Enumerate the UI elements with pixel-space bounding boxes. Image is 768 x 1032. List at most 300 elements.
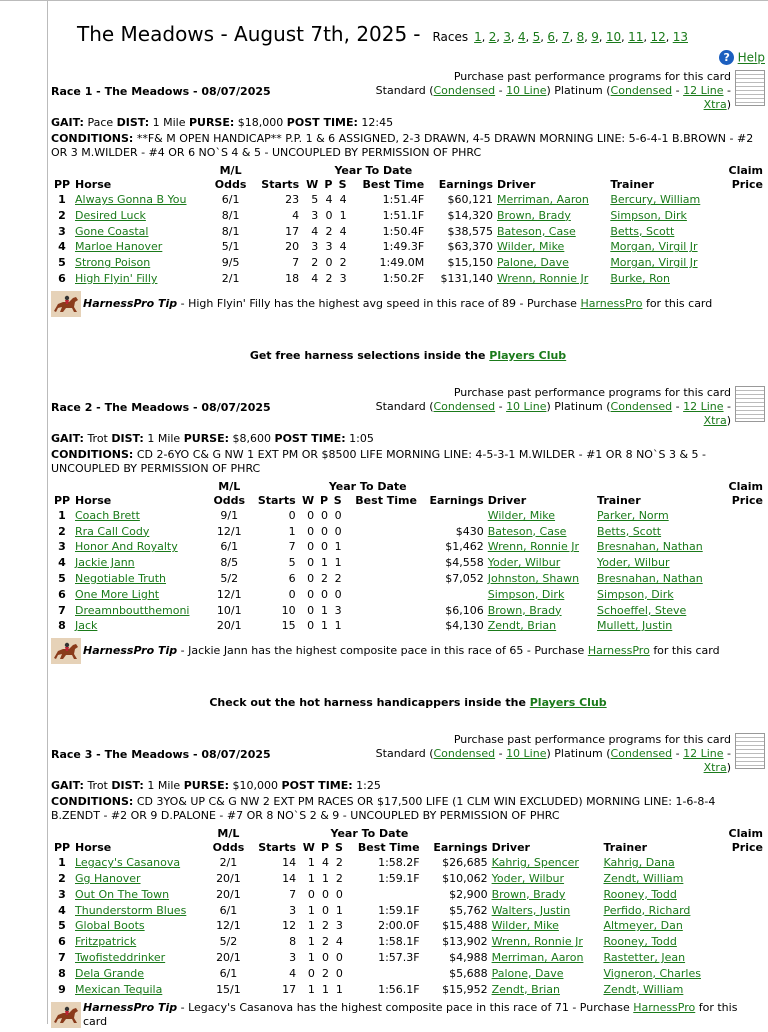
header-row: [51, 178, 765, 192]
trainer-link[interactable]: Betts, Scott: [610, 224, 675, 238]
condensed-link[interactable]: Condensed: [610, 399, 673, 413]
places: 2: [321, 571, 328, 585]
trainer-link[interactable]: Morgan, Virgil Jr: [610, 240, 698, 254]
xtra-link[interactable]: Xtra: [703, 413, 727, 427]
trainer-cell: [601, 855, 720, 871]
shows: 1: [334, 540, 342, 554]
claim-price: [719, 224, 765, 240]
driver-link[interactable]: Bateson, Case: [497, 224, 576, 238]
driver-link[interactable]: Merriman, Aaron: [497, 193, 589, 206]
promo-text: Check out the hot harness handicappers inside the: [209, 696, 526, 710]
race-link-1[interactable]: 1: [474, 30, 482, 44]
trainer-cell: [608, 255, 719, 271]
starts: 4: [292, 208, 300, 222]
condensed-link[interactable]: Condensed: [433, 84, 496, 97]
driver-header: Driver: [497, 178, 536, 191]
race-name: Race 2 - The Meadows - 08/07/2025: [51, 400, 271, 414]
conditions-text: CD 2-6YO C& G NW 1 EXT PM OR $8500 LIFE MORNING LINE: 4-5-3-1 M.WILDER - #1 OR 8 NO`S 3 & 5 - UNCOUPLED BY PERMISSION OF PHRC: [51, 447, 706, 475]
gait-value: Trot: [87, 779, 108, 793]
horse-link[interactable]: Strong Poison: [75, 256, 151, 270]
gait-label: GAIT:: [51, 779, 84, 793]
horse-cell: [73, 934, 208, 950]
purchase-label: Purchase past performance programs for this card: [453, 733, 731, 747]
condensed-link[interactable]: Condensed: [433, 747, 496, 761]
places: 4: [325, 193, 333, 206]
horse-link[interactable]: Fritzpatrick: [75, 935, 137, 949]
driver-cell: [490, 966, 602, 982]
race-info: [51, 779, 765, 793]
ml-odds: 8/1: [221, 208, 240, 222]
earnings-header: Earnings: [429, 493, 484, 507]
page-title: The Meadows - August 7th, 2025: [77, 22, 408, 46]
standard-label: Standard: [375, 84, 426, 97]
header-spacer: [73, 827, 208, 841]
players-club-link[interactable]: Players Club: [489, 348, 567, 362]
wins: 0: [307, 603, 315, 617]
horse-link[interactable]: Gone Coastal: [75, 224, 149, 238]
horse-link[interactable]: Thunderstorm Blues: [75, 903, 187, 917]
help-row: [51, 50, 765, 68]
wins: 3: [311, 240, 319, 254]
race-link-9[interactable]: 9: [591, 30, 599, 44]
xtra-link[interactable]: Xtra: [703, 761, 727, 775]
best-time: [344, 539, 419, 555]
help-icon[interactable]: ?: [719, 50, 734, 65]
purchase-text: Purchase past performance programs for this card Standard (Condensed - 10 Line) Platinum (Condensed - 12 Line - Xtra): [375, 70, 731, 111]
driver-link[interactable]: Yoder, Wilbur: [487, 556, 561, 570]
price-header: Price: [731, 493, 763, 507]
platinum-label: Platinum: [554, 747, 603, 761]
shows: 2: [335, 856, 343, 870]
ml-odds: 2/1: [219, 856, 238, 870]
race-link-3[interactable]: 3: [503, 30, 512, 44]
trainer-link[interactable]: Bresnahan, Nathan: [597, 540, 703, 554]
driver-link[interactable]: Wilder, Mike: [487, 508, 556, 522]
trainer-cell: [608, 271, 719, 287]
entries-table: [51, 480, 765, 634]
horse-link[interactable]: Twofisteddrinker: [75, 950, 166, 964]
places: 0: [321, 587, 328, 601]
trainer-cell: [601, 950, 720, 966]
driver-header: Driver: [491, 841, 530, 855]
table-row: [51, 887, 765, 903]
harnesspro-link[interactable]: HarnessPro: [580, 296, 643, 310]
entries-table: [51, 164, 765, 287]
race-link-13[interactable]: 13: [672, 30, 688, 44]
trainer-link[interactable]: Bresnahan, Nathan: [597, 571, 703, 585]
trainer-cell: [601, 966, 720, 982]
horse-header: Horse: [75, 493, 112, 507]
driver-cell: [486, 539, 595, 555]
shows: 1: [335, 903, 343, 917]
driver-link[interactable]: Yoder, Wilbur: [491, 871, 565, 885]
best-time-header: Best Time: [355, 493, 417, 507]
horse-cell: [73, 271, 210, 287]
horse-link[interactable]: Desired Luck: [75, 208, 146, 222]
price-header: Price: [731, 841, 763, 855]
driver-link[interactable]: Kahrig, Spencer: [491, 856, 579, 870]
driver-link[interactable]: Bateson, Case: [487, 524, 567, 538]
trainer-link[interactable]: Zendt, William: [603, 871, 684, 885]
w-header: W: [302, 841, 315, 855]
purse-value: $10,000: [232, 779, 279, 793]
horse-link[interactable]: One More Light: [75, 587, 160, 601]
races-label: Races: [432, 30, 469, 44]
purse-label: PURSE:: [183, 779, 230, 793]
condensed-link[interactable]: Condensed: [433, 399, 496, 413]
starts: 14: [282, 871, 297, 885]
wins: 0: [307, 887, 315, 901]
wins: 0: [307, 966, 315, 980]
harnesspro-link[interactable]: HarnessPro: [633, 1001, 696, 1015]
twelve-line-link[interactable]: 12 Line: [683, 84, 724, 97]
race-link-12[interactable]: 12: [650, 30, 666, 44]
places: 0: [325, 208, 333, 222]
trainer-link[interactable]: Simpson, Dirk: [610, 208, 687, 222]
ml-odds: 12/1: [216, 524, 242, 538]
horse-link[interactable]: Jackie Jann: [75, 556, 135, 570]
earnings: $26,685: [442, 856, 488, 870]
ten-line-link[interactable]: 10 Line: [506, 399, 547, 413]
post-time-value: 12:45: [361, 116, 394, 129]
best-time-header: Best Time: [362, 178, 425, 191]
conditions-label: CONDITIONS:: [51, 447, 134, 461]
program-document-icon[interactable]: [735, 733, 765, 769]
trainer-link[interactable]: Morgan, Virgil Jr: [610, 256, 698, 270]
title-separator: -: [413, 22, 421, 46]
ml-odds: 2/1: [221, 271, 240, 285]
best-time: 1:59.1F: [378, 903, 420, 917]
best-time: [344, 587, 419, 603]
driver-cell: [490, 871, 602, 887]
horse-link[interactable]: Always Gonna B You: [75, 193, 187, 206]
driver-link[interactable]: Zendt, Brian: [487, 619, 557, 633]
ml-odds: 20/1: [216, 619, 242, 633]
program-document-icon[interactable]: [735, 70, 765, 106]
trainer-link[interactable]: Simpson, Dirk: [597, 587, 674, 601]
ml-odds: 6/1: [221, 193, 240, 206]
places: 1: [322, 871, 329, 885]
horse-link[interactable]: Dela Grande: [75, 966, 145, 980]
trainer-header: Trainer: [597, 493, 641, 507]
earnings: $15,150: [447, 256, 494, 270]
post-position: 3: [58, 540, 66, 554]
purchase-box: [359, 386, 765, 428]
driver-link[interactable]: Wilder, Mike: [491, 919, 559, 933]
best-time: 1:49.3F: [382, 240, 425, 254]
driver-link[interactable]: Johnston, Shawn: [487, 571, 580, 585]
trainer-link[interactable]: Schoeffel, Steve: [597, 603, 687, 617]
header-spacer: [51, 827, 73, 841]
purse-value: $8,600: [232, 431, 272, 445]
driver-cell: [486, 524, 595, 540]
race-link-2[interactable]: 2: [488, 30, 497, 44]
trainer-header: Trainer: [603, 841, 648, 855]
condensed-link[interactable]: Condensed: [610, 84, 673, 97]
trainer-link[interactable]: Betts, Scott: [597, 524, 662, 538]
race-link-10[interactable]: 10: [605, 30, 622, 44]
ten-line-link[interactable]: 10 Line: [506, 84, 547, 97]
horse-link[interactable]: Gg Hanover: [75, 871, 141, 885]
trainer-link[interactable]: Mullett, Justin: [597, 619, 673, 633]
driver-link[interactable]: Wrenn, Ronnie Jr: [497, 271, 589, 285]
wins: 0: [307, 587, 315, 601]
table-row: [51, 508, 765, 524]
post-position: 1: [58, 508, 66, 522]
odds-header: Odds: [212, 841, 245, 855]
best-time: [344, 508, 419, 524]
claim-price: [721, 603, 765, 619]
starts: 8: [289, 935, 297, 949]
horse-link[interactable]: Mexican Tequila: [75, 982, 163, 996]
promo-text: Get free harness selections inside the: [249, 348, 486, 362]
best-time: [344, 555, 419, 571]
trainer-link[interactable]: Yoder, Wilbur: [597, 556, 670, 570]
pp-header: PP: [53, 493, 71, 507]
race-link-5[interactable]: 5: [532, 30, 541, 44]
horse-link[interactable]: Honor And Royalty: [75, 540, 178, 554]
claim-price: [720, 982, 765, 998]
table-row: [51, 950, 765, 966]
table-row: [51, 224, 765, 240]
shows: 0: [335, 950, 343, 964]
driver-cell: [490, 950, 602, 966]
starts: 1: [288, 524, 296, 538]
trainer-link[interactable]: Burke, Ron: [610, 271, 670, 285]
wins: 0: [307, 540, 315, 554]
horse-cell: [73, 224, 210, 240]
driver-link[interactable]: Merriman, Aaron: [491, 950, 584, 964]
driver-cell: [495, 192, 608, 208]
players-club-link[interactable]: Players Club: [529, 696, 607, 710]
race-link-11[interactable]: 11: [628, 30, 644, 44]
race-link-6[interactable]: 6: [547, 30, 555, 44]
starts: 4: [289, 966, 297, 980]
race-link-4[interactable]: 4: [518, 30, 526, 44]
shows: 2: [339, 256, 347, 270]
trainer-link[interactable]: Rooney, Todd: [603, 935, 677, 949]
post-time-value: 1:25: [356, 779, 381, 793]
trainer-link[interactable]: Perfido, Richard: [603, 903, 691, 917]
earnings: $14,320: [447, 208, 494, 222]
trainer-link[interactable]: Kahrig, Dana: [603, 856, 675, 870]
driver-link[interactable]: Palone, Dave: [497, 256, 569, 270]
ten-line-link[interactable]: 10 Line: [506, 747, 547, 761]
wins: 0: [307, 619, 315, 633]
horse-link[interactable]: Negotiable Truth: [75, 571, 167, 585]
tip-text: has the highest composite pace in this race of 71 - Purchase: [296, 1001, 630, 1015]
claim-header: Claim: [728, 164, 763, 177]
earnings: $38,575: [447, 224, 494, 238]
post-position: 6: [58, 271, 66, 285]
driver-cell: [490, 855, 602, 871]
header-spacer: [486, 480, 595, 494]
race-name: Race 1 - The Meadows - 08/07/2025: [51, 85, 271, 98]
year-to-date-header: Year To Date: [328, 479, 407, 493]
starts: 17: [285, 224, 300, 238]
dist-label: DIST:: [111, 431, 144, 445]
race-link-8[interactable]: 8: [576, 30, 585, 44]
horse-link[interactable]: Coach Brett: [75, 508, 140, 522]
players-club-promo: [51, 696, 765, 709]
horse-cell: [73, 255, 210, 271]
places: 0: [321, 524, 328, 538]
shows: 1: [334, 619, 342, 633]
tip-content: HarnessPro Tip - Legacy's Casanova has the highest composite pace in this race of 71 - Purchase HarnessPro for this card: [83, 1001, 738, 1029]
trainer-link[interactable]: Altmeyer, Dan: [603, 919, 683, 933]
race-section: [51, 386, 765, 709]
twelve-line-link[interactable]: 12 Line: [683, 399, 724, 413]
ml-odds: 20/1: [216, 871, 241, 885]
driver-link[interactable]: Walters, Justin: [491, 903, 571, 917]
starts: 5: [288, 556, 296, 570]
trainer-cell: [595, 555, 721, 571]
trainer-cell: [608, 208, 719, 224]
pp-header: PP: [53, 841, 71, 855]
best-time-header: Best Time: [357, 841, 420, 855]
driver-cell: [490, 982, 602, 998]
xtra-link[interactable]: Xtra: [703, 98, 727, 111]
wins: 1: [307, 919, 315, 933]
horse-cell: [73, 208, 210, 224]
gait-value: Pace: [87, 116, 114, 129]
racehorse-icon: [51, 1002, 81, 1028]
claim-price: [720, 934, 765, 950]
shows: 4: [339, 193, 347, 206]
post-position: 1: [58, 856, 66, 870]
claim-price: [721, 524, 765, 540]
table-row: [51, 855, 765, 871]
wins: 2: [311, 256, 319, 270]
conditions-label: CONDITIONS:: [51, 132, 134, 145]
wins: 1: [307, 903, 315, 917]
driver-link[interactable]: Simpson, Dirk: [487, 587, 565, 601]
starts-header: Starts: [257, 493, 296, 507]
table-row: [51, 192, 765, 208]
best-time: 1:58.2F: [378, 856, 420, 870]
horse-link[interactable]: Marloe Hanover: [75, 240, 163, 254]
table-row: [51, 555, 765, 571]
header-spacer: [51, 480, 73, 494]
trainer-link[interactable]: Rastetter, Jean: [603, 950, 686, 964]
racehorse-icon: [51, 291, 81, 317]
starts: 6: [288, 571, 296, 585]
table-row: [51, 918, 765, 934]
harnesspro-link[interactable]: HarnessPro: [587, 644, 650, 658]
horse-link[interactable]: High Flyin' Filly: [75, 271, 158, 285]
driver-cell: [495, 208, 608, 224]
horse-link[interactable]: Jack: [75, 619, 98, 633]
claim-price: [720, 855, 765, 871]
driver-link[interactable]: Wilder, Mike: [497, 240, 565, 254]
dist-value: 1 Mile: [152, 116, 186, 129]
places: 1: [321, 603, 328, 617]
driver-cell: [486, 587, 595, 603]
program-document-icon[interactable]: [735, 386, 765, 422]
help-link[interactable]: Help: [737, 50, 765, 65]
race-name: Race 3 - The Meadows - 08/07/2025: [51, 748, 271, 762]
racehorse-icon: [51, 638, 81, 664]
trainer-link[interactable]: Rooney, Todd: [603, 887, 677, 901]
driver-link[interactable]: Brown, Brady: [487, 603, 562, 617]
race-conditions: [51, 795, 765, 823]
dist-label: DIST:: [111, 779, 144, 793]
header-spacer: [608, 164, 719, 178]
shows: 0: [334, 587, 342, 601]
purchase-box: [359, 733, 765, 775]
best-time: [345, 966, 422, 982]
earnings: $7,052: [445, 571, 484, 585]
claim-price: [721, 555, 765, 571]
starts: 0: [288, 587, 296, 601]
ml-header: M/L: [217, 827, 240, 841]
harnesspro-tip: [51, 638, 765, 664]
post-time-label: POST TIME:: [286, 116, 358, 129]
race-link-7[interactable]: 7: [561, 30, 570, 44]
race-section: [51, 733, 765, 1029]
starts: 7: [292, 256, 300, 270]
wins: 0: [307, 508, 315, 522]
trainer-link[interactable]: Bercury, William: [610, 193, 701, 206]
trainer-link[interactable]: Zendt, William: [603, 982, 684, 996]
driver-link[interactable]: Wrenn, Ronnie Jr: [487, 540, 580, 554]
claim-price: [721, 571, 765, 587]
shows: 1: [334, 556, 342, 570]
horse-link[interactable]: Out On The Town: [75, 887, 170, 901]
horse-link[interactable]: Dreamnboutthemoni: [75, 603, 190, 617]
ml-odds: 8/5: [220, 556, 239, 570]
race-section: [51, 70, 765, 362]
shows: 1: [339, 208, 347, 222]
s-header: S: [333, 493, 342, 507]
tip-content: HarnessPro Tip - Jackie Jann has the highest composite pace in this race of 65 - Purchase HarnessPro for this card: [83, 644, 720, 658]
driver-link[interactable]: Brown, Brady: [497, 208, 571, 222]
wins: 1: [307, 871, 315, 885]
shows: 3: [335, 919, 343, 933]
driver-link[interactable]: Brown, Brady: [491, 887, 566, 901]
post-position: 4: [58, 240, 66, 254]
trainer-cell: [595, 524, 721, 540]
table-row: [51, 871, 765, 887]
tip-text: has the highest composite pace in this race of 65 - Purchase: [251, 644, 585, 658]
twelve-line-link[interactable]: 12 Line: [683, 747, 724, 761]
tip-end: for this card: [83, 1001, 738, 1029]
condensed-link[interactable]: Condensed: [610, 747, 673, 761]
best-time: [344, 524, 419, 540]
driver-link[interactable]: Wrenn, Ronnie Jr: [491, 935, 583, 949]
places: 2: [322, 919, 329, 933]
horse-link[interactable]: Global Boots: [75, 919, 145, 933]
horse-link[interactable]: Legacy's Casanova: [75, 856, 181, 870]
horse-cell: [73, 918, 208, 934]
earnings-header: Earnings: [438, 178, 494, 191]
horse-link[interactable]: Rra Call Cody: [75, 524, 150, 538]
places: 1: [322, 982, 329, 996]
purchase-label: Purchase past performance programs for this card: [453, 70, 731, 83]
claim-header: Claim: [728, 827, 763, 841]
horse-cell: [73, 587, 209, 603]
trainer-link[interactable]: Parker, Norm: [597, 508, 669, 522]
driver-link[interactable]: Palone, Dave: [491, 966, 564, 980]
places: 2: [325, 271, 333, 285]
horse-cell: [73, 855, 208, 871]
trainer-cell: [601, 918, 720, 934]
trainer-link[interactable]: Vigneron, Charles: [603, 966, 701, 980]
driver-link[interactable]: Zendt, Brian: [491, 982, 560, 996]
post-position: 5: [58, 256, 66, 270]
gait-label: GAIT:: [51, 116, 84, 129]
horse-cell: [73, 539, 209, 555]
